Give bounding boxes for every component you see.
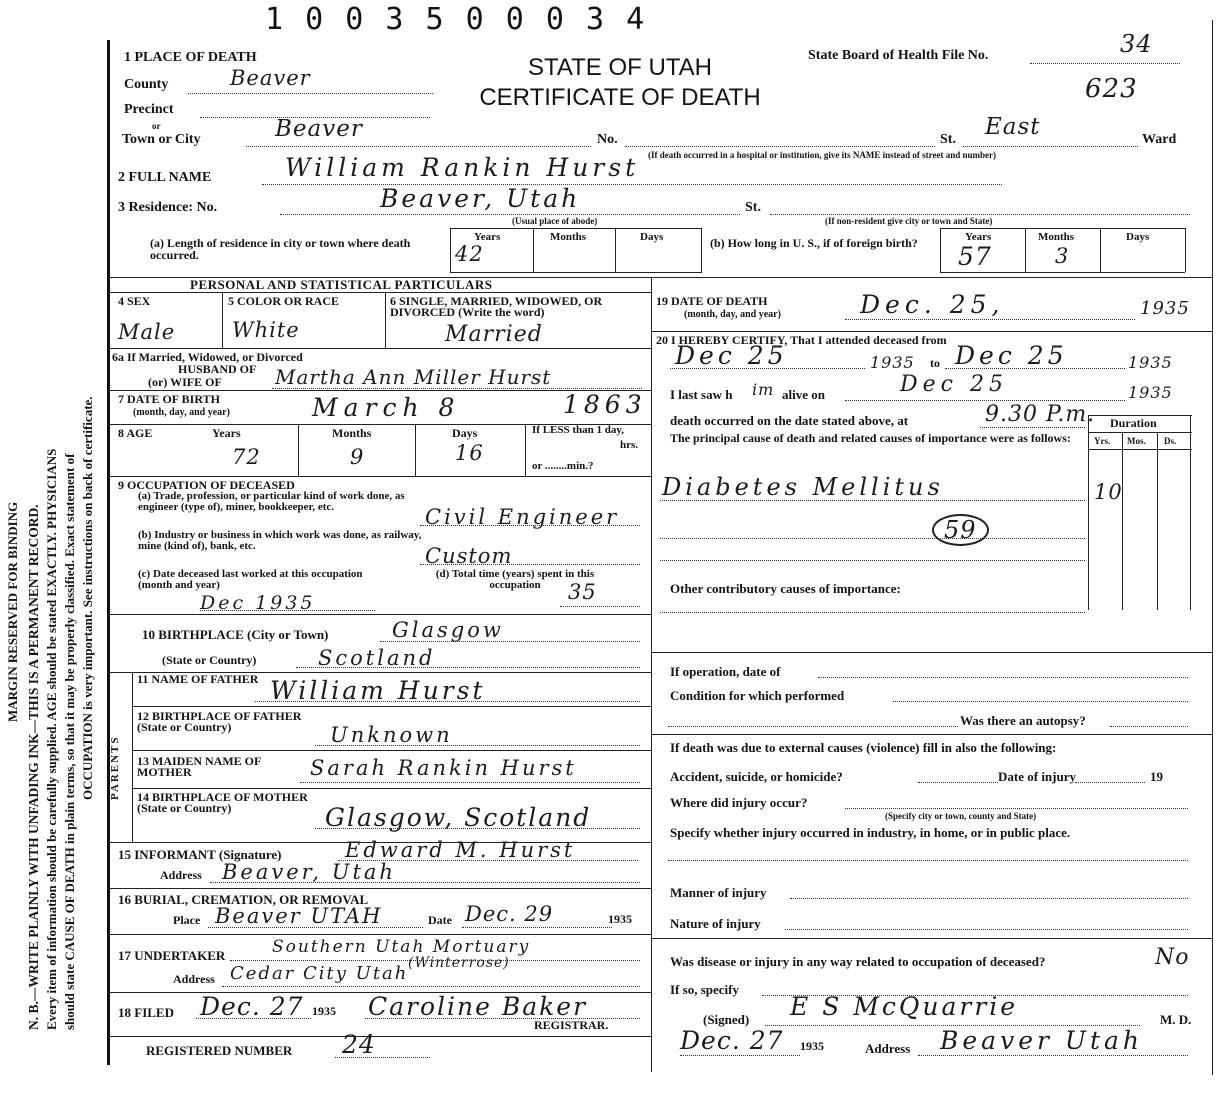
spouse-label-3: (or) WIFE OF [148,375,222,389]
alive-on-label: alive on [782,387,825,402]
nature-label: Nature of injury [670,916,761,931]
father-bp-value: Unknown [330,723,453,747]
registrar-label: REGISTRAR. [534,1018,609,1032]
duration-yrs-label: Yrs. [1094,436,1111,446]
age-label: 8 AGE [118,426,153,440]
physician-address-label: Address [865,1041,911,1056]
date-of-death-sub: (month, day, and year) [684,309,781,320]
father-label: 11 NAME OF FATHER [137,672,259,686]
occupation-c-value: Dec 1935 [200,592,316,614]
place-of-death-label: 1 PLACE OF DEATH [124,50,257,65]
undertaker-label: 17 UNDERTAKER [118,948,226,963]
informant-label: 15 INFORMANT (Signature) [118,847,282,862]
ward-label: Ward [1142,132,1177,147]
burial-place-label: Place [173,913,201,927]
dob-label: 7 DATE OF BIRTH [118,392,220,406]
mother-value: Sarah Rankin Hurst [310,756,577,780]
color-value: White [232,318,300,342]
signature-year: 1935 [800,1039,824,1053]
min-label: or ........min.? [532,460,594,472]
less-than-day-label: If LESS than 1 day, [532,424,625,436]
serial-number: 1 0 0 3 5 0 0 0 3 4 [265,2,647,37]
st-label: St. [940,132,956,147]
registrar-signature: Caroline Baker [368,992,588,1021]
registered-number-value: 24 [342,1030,376,1059]
color-label: 5 COLOR OR RACE [228,294,340,308]
duration-mos-label: Mos. [1127,436,1146,446]
physician-signature: E S McQuarrie [790,992,1019,1021]
external-causes-label: If death was due to external causes (violence) fill in also the following: [670,740,1057,755]
related-occupation-value: No [1155,945,1190,970]
burial-place-value: Beaver UTAH [215,904,383,928]
nonresident-note: (If non-resident give city or town and State) [825,216,993,226]
dob-year-value: 1863 [563,390,647,419]
hospital-note: (If death occurred in a hospital or institution, give its NAME instead of street and number) [648,150,997,160]
cause-duration-yrs: 10 [1094,480,1123,504]
attended-from-year: 1935 [870,353,915,372]
duration-label: Duration [1110,416,1157,430]
burial-date-value: Dec. 29 [465,902,554,926]
where-injury-note: (Specify city or town, county and State) [885,811,1037,821]
county-value: Beaver [230,66,311,90]
autopsy-label: Was there an autopsy? [960,713,1086,728]
undertaker-address-label: Address [173,972,215,986]
us-days-label: Days [1126,231,1150,243]
or-label: or [152,121,161,131]
accident-label: Accident, suicide, or homicide? [670,769,843,784]
duration-ds-label: Ds. [1164,436,1177,446]
margin-permanent-record-note: N. B.—WRITE PLAINLY WITH UNFADING INK—THIS IS A PERMANENT RECORD. [26,504,41,1030]
center-divider [651,277,652,1072]
occupation-label: 9 OCCUPATION OF DECEASED [118,478,295,492]
res-months-label: Months [550,231,587,243]
occupation-b-label: (b) Industry or business in which work was done, as railway, mine (kind of), bank, etc. [138,529,422,552]
us-months-value: 3 [1055,244,1070,268]
specify-place-label: Specify whether injury occurred in industry, in home, or in public place. [670,825,1071,840]
if-so-label: If so, specify [670,982,739,997]
age-months-value: 9 [350,445,365,469]
last-saw-fill: im [752,380,775,399]
injury-year-prefix: 19 [1150,769,1163,784]
date-of-death-value: Dec. 25, [860,290,1005,319]
age-days-value: 16 [455,441,484,465]
to-label: to [930,356,940,370]
dob-value: March 8 [312,393,461,422]
birthplace-country: Scotland [318,646,436,670]
town-value: Beaver [275,116,363,142]
cause-code: 59 [932,514,989,546]
death-time-value: 9.30 P.m. [985,402,1096,427]
in-us-label: (b) How long in U. S., if of foreign birth? [710,236,918,250]
us-years-value: 57 [958,242,992,271]
last-saw-label: I last saw h [670,387,733,402]
usual-abode-note: (Usual place of abode) [512,216,598,226]
full-name-value: William Rankin Hurst [285,153,640,182]
undertaker-value: Southern Utah Mortuary [272,937,531,957]
state-title: STATE OF UTAH [528,54,712,81]
frame-left-border [107,40,110,1065]
manner-label: Manner of injury [670,885,767,900]
sex-label: 4 SEX [118,294,151,308]
occupation-a-label: (a) Trade, profession, or particular kind of work done, as engineer (type of), miner, bookkeeper, etc. [138,490,405,513]
father-value: William Hurst [270,676,486,705]
no-label: No. [597,132,618,147]
attended-to-value: Dec 25 [955,341,1068,370]
residence-label: 3 Residence: No. [118,200,218,215]
informant-address: Beaver, Utah [222,860,396,884]
birthplace-state-label: (State or Country) [162,653,257,667]
dob-sub-label: (month, day, and year) [133,407,230,418]
file-no-value: 34 [1120,30,1153,58]
county-label: County [124,77,169,92]
marital-label: 6 SINGLE, MARRIED, WIDOWED, OR DIVORCED (Write the word) [390,294,603,319]
age-years-label: Years [212,426,241,440]
burial-year: 1935 [608,912,632,926]
signature-date: Dec. 27 [680,1026,784,1055]
burial-label: 16 BURIAL, CREMATION, OR REMOVAL [118,892,369,907]
occupation-a-value: Civil Engineer [425,505,620,529]
filed-date: Dec. 27 [200,992,304,1021]
file-no-label: State Board of Health File No. [808,48,989,63]
occupation-d-label: (d) Total time (years) spent in this occupation [435,568,595,591]
birthplace-city: Glasgow [392,618,504,642]
marital-value: Married [445,322,543,347]
res-days-label: Days [640,231,664,243]
condition-label: Condition for which performed [670,688,845,703]
age-months-label: Months [332,426,372,440]
age-days-label: Days [452,426,478,440]
parents-side-label: PARENTS [109,735,121,800]
attended-from-value: Dec 25 [675,341,788,370]
local-no-value: 623 [1085,74,1138,104]
related-occupation-label: Was disease or injury in any way related to occupation of deceased? [670,954,1046,969]
last-saw-value: Dec 25 [900,372,1008,397]
res-years-value: 42 [455,242,484,266]
spouse-label-2: HUSBAND OF [178,362,257,376]
cause-label: The principal cause of death and related causes of importance were as follows: [670,431,1071,445]
date-of-death-label: 19 DATE OF DEATH [656,294,768,308]
occupation-b-value: Custom [425,544,513,568]
ward-value: East [985,114,1041,140]
birthplace-label: 10 BIRTHPLACE (City or Town) [142,627,329,642]
precinct-label: Precinct [124,102,174,117]
cause-value: Diabetes Mellitus [662,473,944,501]
last-saw-year: 1935 [1128,383,1173,402]
res-years-label: Years [474,231,501,243]
margin-instructions-1: Every item of information should be carefully supplied. AGE should be stated EXACTLY. PHYSICIANS [44,448,59,1030]
date-of-death-year: 1935 [1140,298,1190,319]
father-bp-label: 12 BIRTHPLACE OF FATHER (State or Country) [137,709,302,734]
informant-signature: Edward M. Hurst [345,838,576,862]
filed-year: 1935 [312,1004,336,1018]
town-label: Town or City [122,132,201,147]
residence-st-label: St. [745,200,761,215]
certificate-title: CERTIFICATE OF DEATH [479,84,761,111]
occupation-d-value: 35 [568,580,597,604]
operation-label: If operation, date of [670,664,781,679]
spouse-label-1: 6a If Married, Widowed, or Divorced [112,350,303,364]
age-years-value: 72 [232,445,261,469]
us-months-label: Months [1038,231,1075,243]
full-name-label: 2 FULL NAME [118,170,212,185]
physician-address: Beaver Utah [940,1026,1144,1055]
signed-label: (Signed) [703,1012,750,1027]
hrs-label: hrs. [620,439,639,451]
us-years-label: Years [965,231,992,243]
attended-to-year: 1935 [1128,353,1173,372]
where-injury-label: Where did injury occur? [670,795,808,810]
margin-binding-note: MARGIN RESERVED FOR BINDING [5,501,20,722]
injury-date-label: Date of injury [998,769,1076,784]
occupation-c-label: (c) Date deceased last worked at this occupation (month and year) [138,568,363,591]
residence-value: Beaver, Utah [380,184,581,213]
margin-instructions-2: should state CAUSE OF DEATH in plain terms, so that it may be properly classified. Exact statement of [62,453,77,1030]
death-stated-label: death occurred on the date stated above, at [670,413,909,428]
frame-right-border [1212,20,1213,1075]
mother-label: 13 MAIDEN NAME OF MOTHER [137,754,261,779]
margin-instructions-3: OCCUPATION is very important. See instructions on back of certificate. [80,396,95,800]
sex-value: Male [118,320,176,344]
md-label: M. D. [1160,1012,1192,1027]
personal-header: PERSONAL AND STATISTICAL PARTICULARS [190,277,493,292]
filed-label: 18 FILED [118,1005,174,1020]
registered-number-label: REGISTERED NUMBER [146,1043,293,1058]
certify-label: 20 I HEREBY CERTIFY, That I attended deceased from [656,333,947,347]
spouse-value: Martha Ann Miller Hurst [275,365,552,389]
informant-address-label: Address [160,868,202,882]
undertaker-address: Cedar City Utah [230,963,409,984]
undertaker-value-2: (Winterrose) [408,955,510,971]
mother-bp-value: Glasgow, Scotland [325,803,592,832]
burial-date-label: Date [428,913,452,927]
mother-bp-label: 14 BIRTHPLACE OF MOTHER (State or Country) [137,790,308,815]
length-residence-label: (a) Length of residence in city or town where death occurred. [150,236,411,262]
contributory-label: Other contributory causes of importance: [670,581,901,596]
